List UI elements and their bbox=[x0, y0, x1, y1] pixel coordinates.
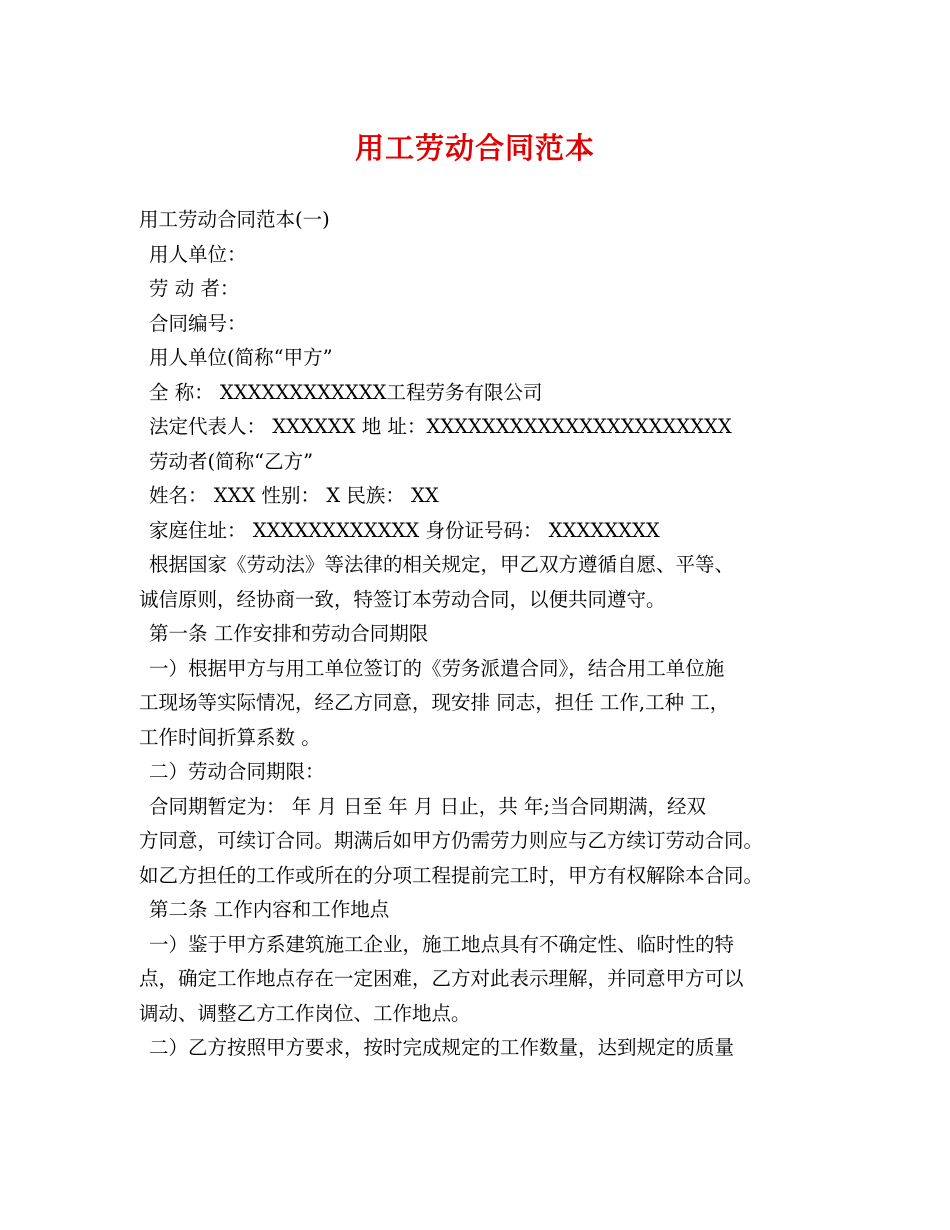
document-line: 合同期暂定为： 年 月 日至 年 月 日止，共 年;当合同期满，经双 bbox=[149, 794, 706, 818]
document-line: 工作时间折算系数 。 bbox=[139, 725, 321, 749]
document-line: 如乙方担任的工作或所在的分项工程提前完工时，甲方有权解除本合同。 bbox=[139, 863, 764, 887]
document-line: 诚信原则，经协商一致，特签订本劳动合同，以便共同遵守。 bbox=[139, 587, 666, 611]
document-line: 一）鉴于甲方系建筑施工企业，施工地点具有不确定性、临时性的特 bbox=[149, 932, 735, 956]
document-body bbox=[139, 203, 829, 1066]
document-line: 一）根据甲方与用工单位签订的《劳务派遣合同》，结合用工单位施 bbox=[149, 656, 725, 680]
document-title: 用工劳动合同范本 bbox=[354, 131, 595, 165]
document-line: 劳动者(简称“乙方” bbox=[149, 449, 314, 473]
document-line: 第二条 工作内容和工作地点 bbox=[149, 898, 390, 921]
document-line: 姓名： XXX 性别： X 民族： XX bbox=[149, 484, 439, 507]
document-line: 调动、调整乙方工作岗位、工作地点。 bbox=[139, 1001, 471, 1025]
document-line: 方同意，可续订合同。期满后如甲方仍需劳力则应与乙方续订劳动合同。 bbox=[139, 829, 764, 852]
document-line: 二）乙方按照甲方要求，按时完成规定的工作数量，达到规定的质量 bbox=[149, 1036, 735, 1059]
document-line: 用人单位(简称“甲方” bbox=[149, 346, 333, 369]
document-line: 用工劳动合同范本(一) bbox=[139, 208, 330, 231]
document-line: 工现场等实际情况，经乙方同意，现安排 同志，担任 工作,工种 工， bbox=[139, 691, 730, 714]
document-line: 二）劳动合同期限： bbox=[149, 760, 325, 783]
document-line: 全 称： XXXXXXXXXXXX工程劳务有限公司 bbox=[149, 380, 543, 404]
document-line: 点，确定工作地点存在一定困难，乙方对此表示理解，并同意甲方可以 bbox=[139, 967, 744, 990]
document-line: 家庭住址： XXXXXXXXXXXX 身份证号码： XXXXXXXX bbox=[149, 518, 660, 542]
document-line: 用人单位： bbox=[149, 242, 247, 266]
document-line: 劳 动 者： bbox=[149, 277, 240, 300]
document-line: 法定代表人： XXXXXX 地 址：XXXXXXXXXXXXXXXXXXXXXX bbox=[149, 415, 732, 438]
document-line: 第一条 工作安排和劳动合同期限 bbox=[149, 622, 429, 645]
document-line: 合同编号： bbox=[149, 311, 247, 335]
document-line: 根据国家《劳动法》等法律的相关规定，甲乙双方遵循自愿、平等、 bbox=[149, 553, 735, 576]
